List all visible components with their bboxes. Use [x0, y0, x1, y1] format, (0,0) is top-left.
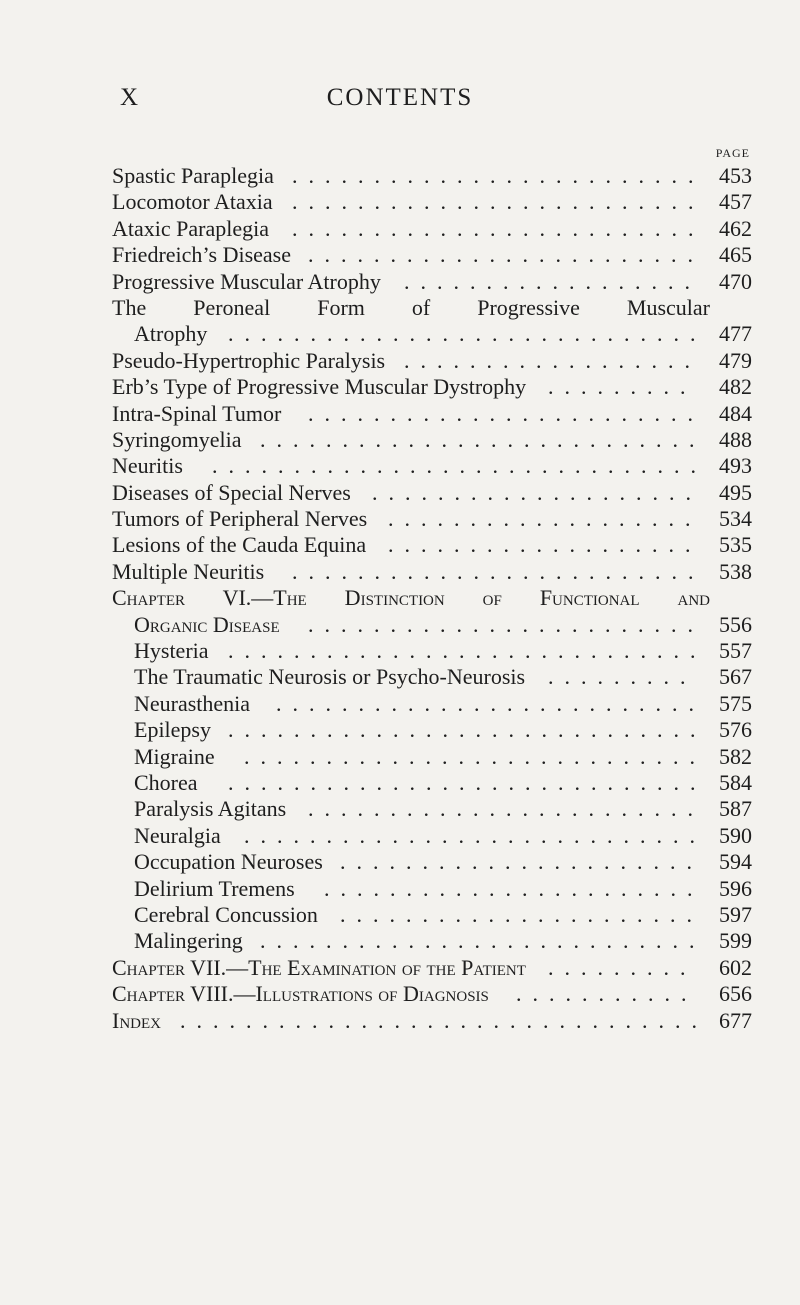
- page-column-label: PAGE: [715, 146, 750, 160]
- leader-dots: .......................: [324, 875, 704, 901]
- toc-entry: [0, 585, 800, 611]
- leader-dots: ..................: [404, 347, 701, 373]
- toc-entry-title: Tumors of Peripheral Nerves: [112, 506, 368, 532]
- toc-entry-page: 462: [719, 215, 752, 241]
- page-header: [0, 84, 800, 118]
- toc-entry-title: Locomotor Ataxia: [112, 189, 273, 215]
- toc-entry: [0, 823, 800, 849]
- toc-entry-title: Epilepsy: [134, 717, 211, 743]
- toc-entry: [0, 559, 800, 585]
- toc-entry-title: Chapter VII.—The Examination of the Patient: [112, 954, 526, 980]
- leader-dots: ............................: [244, 822, 706, 848]
- leader-dots: ......................: [340, 849, 703, 875]
- toc-entry: [0, 664, 800, 690]
- toc-entry-page: 556: [719, 611, 752, 637]
- toc-entry-page: 534: [719, 506, 752, 532]
- toc-entry-page: 535: [719, 532, 752, 558]
- toc-entry-title: The Traumatic Neurosis or Psycho-Neurosis: [134, 664, 526, 690]
- leader-dots: ......................: [340, 901, 703, 927]
- toc-entry: [0, 981, 800, 1007]
- toc-entry-page: 596: [719, 875, 752, 901]
- toc-entry: [0, 269, 800, 295]
- toc-entry-page: 576: [719, 717, 752, 743]
- toc-entry-title: Hysteria: [134, 638, 209, 664]
- toc-entry: [0, 796, 800, 822]
- toc-entry-page: 584: [719, 769, 752, 795]
- toc-entry: [0, 717, 800, 743]
- leader-dots: ...................: [388, 506, 702, 532]
- toc-entry: [0, 744, 800, 770]
- leader-dots: ...........: [516, 981, 698, 1007]
- toc-entry: [0, 427, 800, 453]
- toc-entry-title: Migraine: [134, 743, 215, 769]
- toc-entry-continuation-text: Organic Disease: [134, 611, 280, 637]
- leader-dots: .............................: [228, 321, 707, 347]
- toc-entry: [0, 638, 800, 664]
- toc-entry: [0, 770, 800, 796]
- toc-entry-title: Ataxic Paraplegia: [112, 215, 269, 241]
- toc-entry-title: Chapter VIII.—Illustrations of Diagnosis: [112, 981, 489, 1007]
- toc-entry-title: Syringomyelia: [112, 426, 242, 452]
- leader-dots: ..............................: [212, 453, 707, 479]
- toc-entry-title: The Peroneal Form of Progressive Muscular: [112, 294, 710, 320]
- toc-entry: [0, 691, 800, 717]
- toc-entry: [0, 189, 800, 215]
- leader-dots: .........: [548, 954, 697, 980]
- toc-entry-title: Paralysis Agitans: [134, 796, 287, 822]
- leader-dots: .............................: [228, 717, 707, 743]
- leader-dots: ..................: [404, 268, 701, 294]
- toc-entry-page: 484: [719, 400, 752, 426]
- toc-entry: [0, 374, 800, 400]
- toc-entry-page: 677: [719, 1007, 752, 1033]
- leader-dots: .........: [548, 374, 697, 400]
- toc-entry: [0, 506, 800, 532]
- leader-dots: ..........................: [276, 690, 705, 716]
- toc-entry-title: Chapter VI.—The Distinction of Functional and: [112, 585, 710, 611]
- toc-entry-page: 587: [719, 796, 752, 822]
- leader-dots: ........................: [308, 400, 704, 426]
- toc-entry-page: 495: [719, 479, 752, 505]
- leader-dots: ...........................: [260, 928, 706, 954]
- leader-dots: .........................: [292, 189, 705, 215]
- toc-entry-title: Delirium Tremens: [134, 875, 295, 901]
- toc-entry-title: Friedreich’s Disease: [112, 242, 291, 268]
- toc-entry-page: 457: [719, 189, 752, 215]
- toc-entry-page: 465: [719, 242, 752, 268]
- leader-dots: ........................: [308, 242, 704, 268]
- toc-entry: [0, 163, 800, 189]
- toc-entry-title: Cerebral Concussion: [134, 901, 318, 927]
- toc-entry-title: Multiple Neuritis: [112, 558, 265, 584]
- toc-entry-title: Lesions of the Cauda Equina: [112, 532, 367, 558]
- toc-entry-title: Pseudo-Hypertrophic Paralysis: [112, 347, 386, 373]
- toc-entry-page: 582: [719, 743, 752, 769]
- toc-entry-page: 482: [719, 374, 752, 400]
- toc-entry-title: Progressive Muscular Atrophy: [112, 268, 381, 294]
- toc-entry-page: 575: [719, 690, 752, 716]
- toc-entry: [0, 216, 800, 242]
- toc-entry: [0, 902, 800, 928]
- toc-entry: [0, 1008, 800, 1034]
- toc-entry-title: Malingering: [134, 928, 243, 954]
- toc-entry-title: Chorea: [134, 769, 198, 795]
- leader-dots: .........................: [292, 163, 705, 188]
- toc-entry-page: 602: [719, 954, 752, 980]
- leader-dots: ........................: [308, 611, 704, 637]
- leader-dots: ...........................: [260, 426, 706, 452]
- toc-entry-page: 567: [719, 664, 752, 690]
- page-title: CONTENTS: [326, 84, 474, 111]
- leader-dots: .........................: [292, 215, 705, 241]
- leader-dots: ...................: [388, 532, 702, 558]
- toc-entry-title: Neuritis: [112, 453, 183, 479]
- toc-entry-title: Intra-Spinal Tumor: [112, 400, 282, 426]
- toc-entry-title: Index: [112, 1007, 161, 1033]
- leader-dots: .............................: [228, 638, 707, 664]
- toc-entry-title: Neurasthenia: [134, 690, 251, 716]
- toc-entry: [0, 480, 800, 506]
- toc-entry: [0, 849, 800, 875]
- toc-entry: [0, 295, 800, 321]
- toc-entry-continuation: [0, 321, 800, 347]
- page-number: X: [120, 84, 140, 111]
- toc-entry-page: 453: [719, 163, 752, 188]
- toc-entry-title: Neuralgia: [134, 822, 221, 848]
- toc-entry: [0, 532, 800, 558]
- toc-entry-page: 594: [719, 849, 752, 875]
- toc-entry-page: 479: [719, 347, 752, 373]
- toc-entry-page: 477: [719, 321, 752, 347]
- toc-entry-page: 599: [719, 928, 752, 954]
- toc-entry-page: 656: [719, 981, 752, 1007]
- toc-entry-title: Erb’s Type of Progressive Muscular Dystrophy: [112, 374, 527, 400]
- table-of-contents: [0, 163, 800, 1034]
- toc-entry-title: Occupation Neuroses: [134, 849, 323, 875]
- toc-entry: [0, 401, 800, 427]
- toc-entry: [0, 928, 800, 954]
- toc-entry-page: 590: [719, 822, 752, 848]
- toc-entry-continuation: [0, 612, 800, 638]
- toc-entry-title: Diseases of Special Nerves: [112, 479, 351, 505]
- toc-entry-page: 488: [719, 426, 752, 452]
- leader-dots: ................................: [180, 1007, 708, 1033]
- toc-entry-page: 538: [719, 558, 752, 584]
- leader-dots: .............................: [228, 769, 707, 795]
- toc-entry: [0, 876, 800, 902]
- toc-entry-title: Spastic Paraplegia: [112, 163, 274, 188]
- toc-entry: [0, 348, 800, 374]
- toc-entry-page: 597: [719, 901, 752, 927]
- toc-entry: [0, 242, 800, 268]
- toc-entry: [0, 955, 800, 981]
- leader-dots: ............................: [244, 743, 706, 769]
- leader-dots: ........................: [308, 796, 704, 822]
- toc-entry-page: 493: [719, 453, 752, 479]
- toc-entry-page: 557: [719, 638, 752, 664]
- leader-dots: .........................: [292, 558, 705, 584]
- toc-entry-continuation-text: Atrophy: [134, 321, 208, 347]
- toc-entry-page: 470: [719, 268, 752, 294]
- leader-dots: ....................: [372, 479, 702, 505]
- toc-entry: [0, 453, 800, 479]
- leader-dots: .........: [548, 664, 697, 690]
